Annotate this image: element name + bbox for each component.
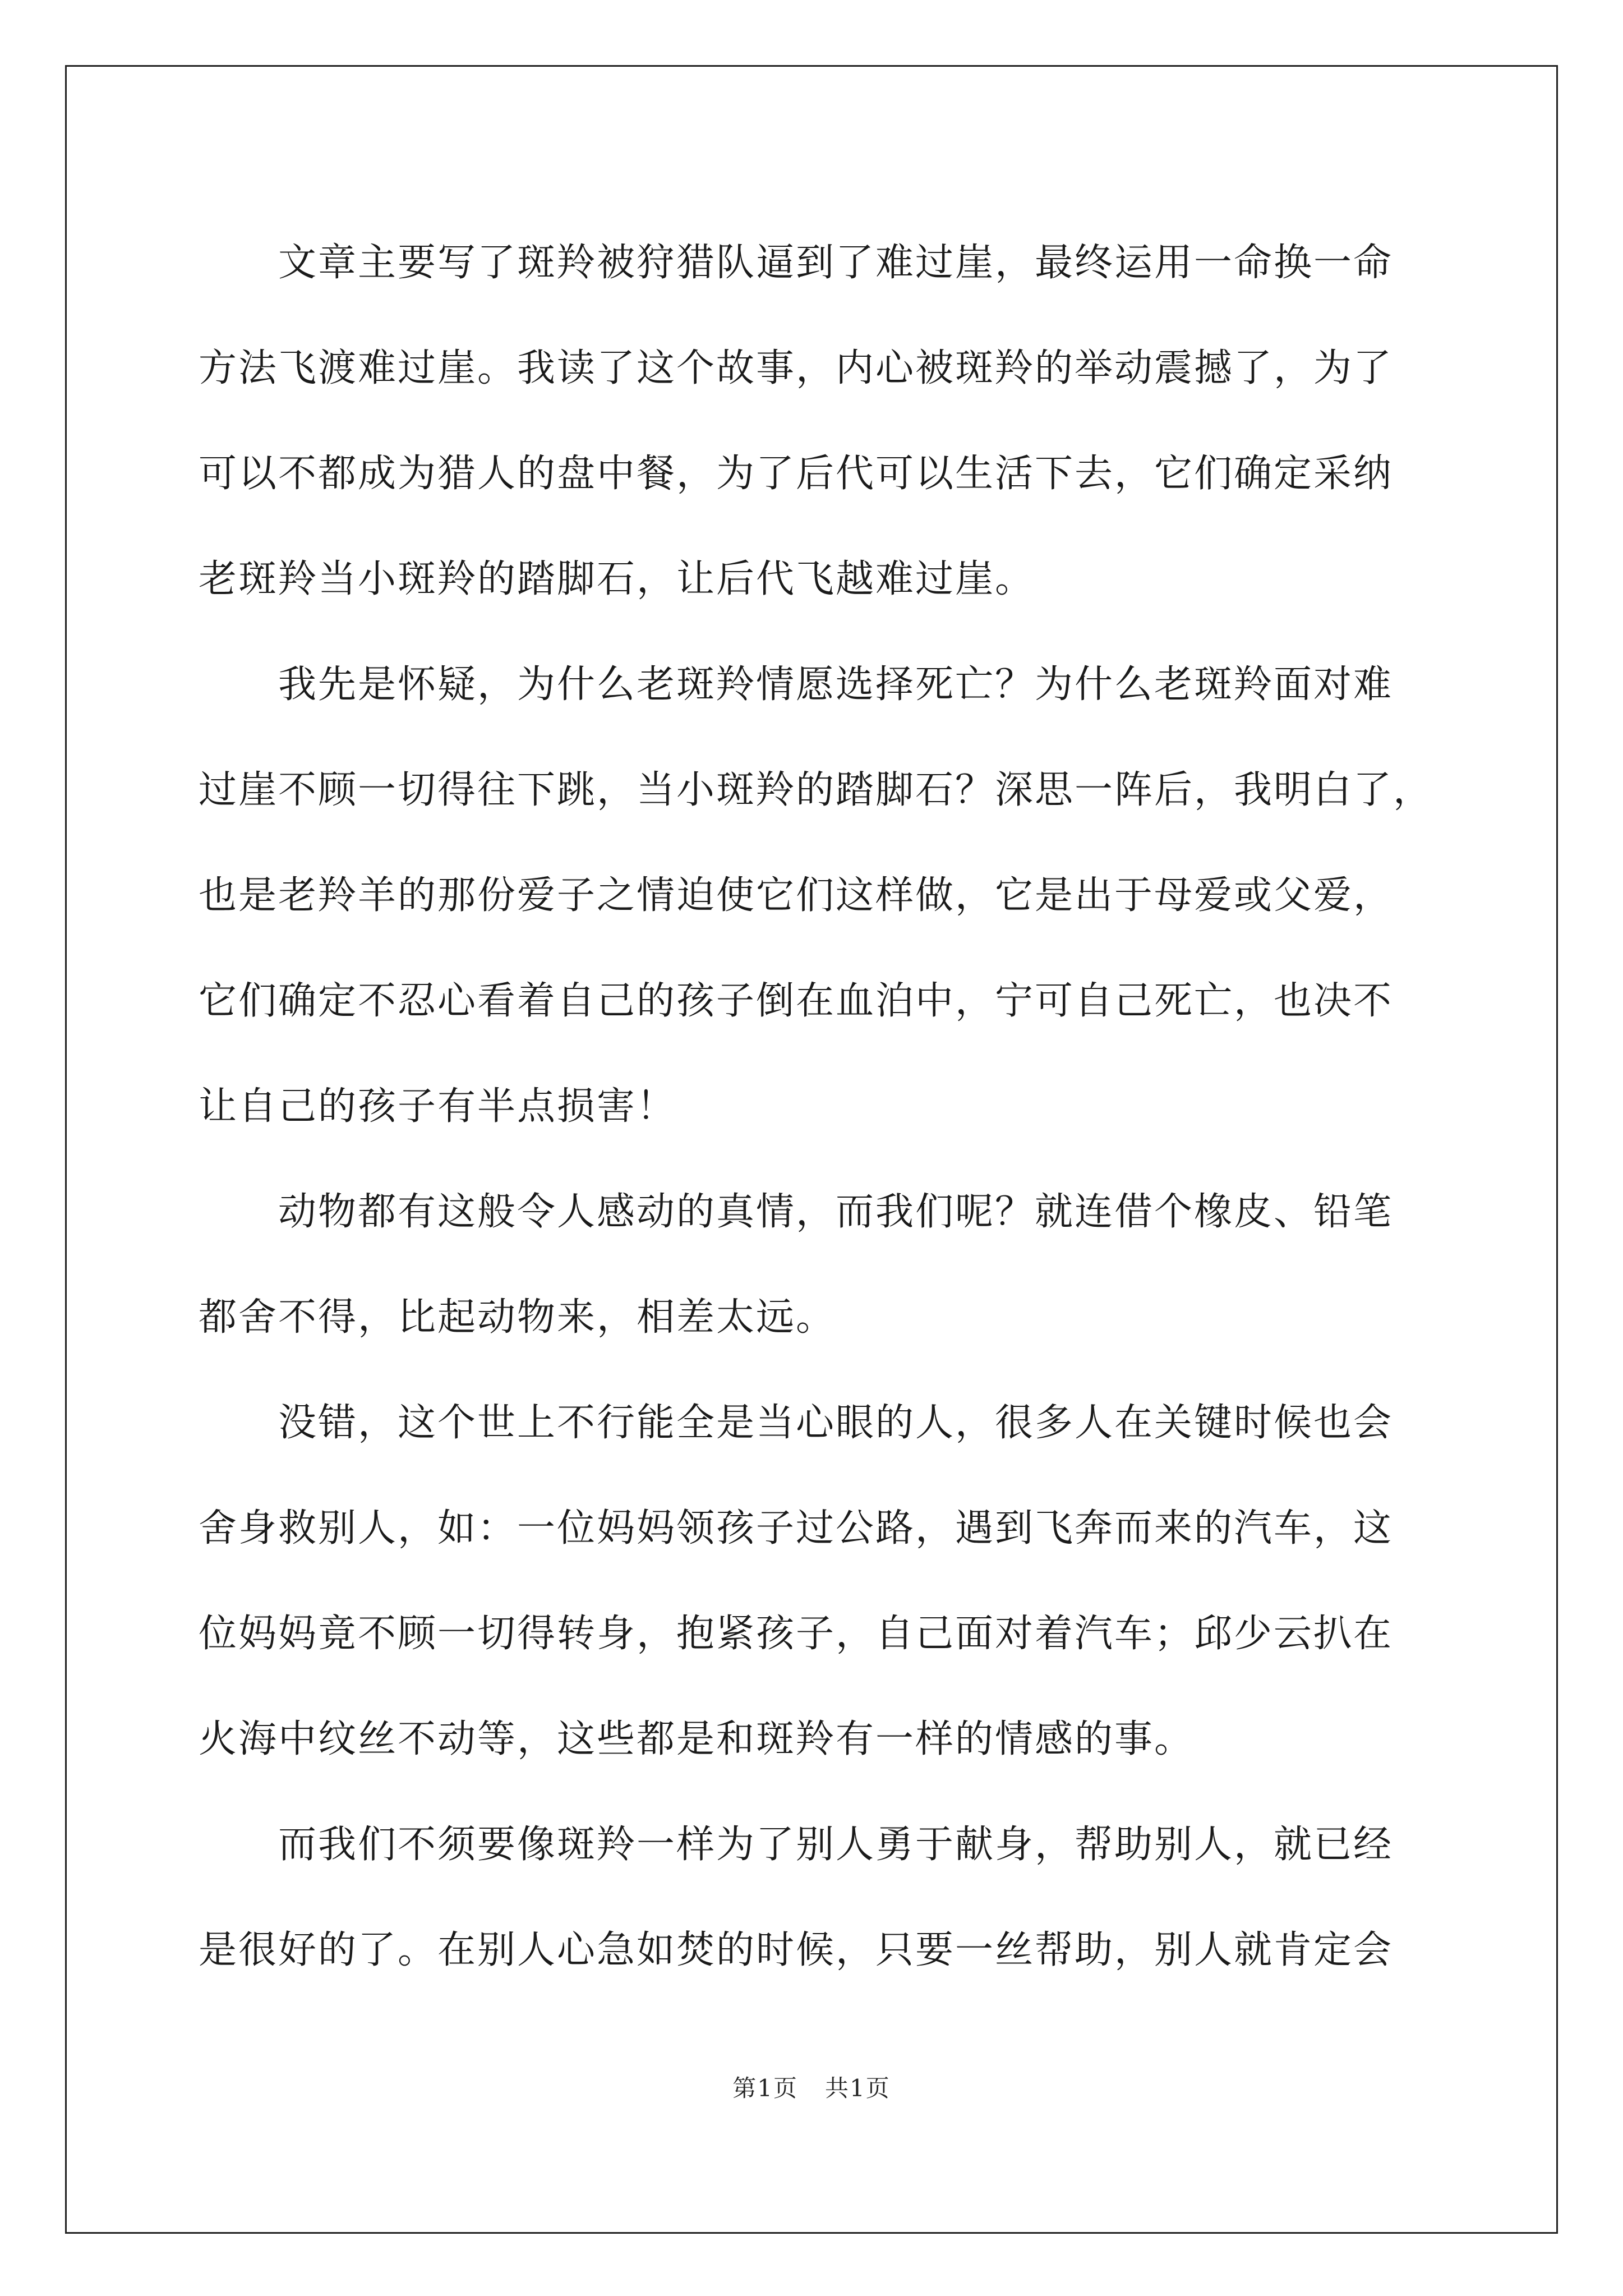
paragraph-4 <box>199 1370 1427 1792</box>
paragraph-line: 没错，这个世上不行能全是当心眼的人，很多人在关键时候也会 <box>278 1401 1394 1445</box>
paragraph-line: 是很好的了。在别人心急如焚的时候，只要一丝帮助，别人就肯定会 <box>199 1928 1394 1972</box>
paragraph-line: 方法飞渡难过崖。我读了这个故事，内心被斑羚的举动震撼了，为了 <box>199 346 1394 390</box>
paragraph-line: 位妈妈竟不顾一切得转身，抱紧孩子，自己面对着汽车；邱少云扒在 <box>199 1612 1394 1656</box>
paragraph-line: 可以不都成为猎人的盘中餐，为了后代可以生活下去，它们确定采纳 <box>199 452 1394 496</box>
paragraph-line: 我先是怀疑，为什么老斑羚情愿选择死亡？为什么老斑羚面对难 <box>278 662 1394 707</box>
paragraph-3 <box>199 1159 1427 1370</box>
paragraph-line: 文章主要写了斑羚被狩猎队逼到了难过崖，最终运用一命换一命 <box>278 241 1394 285</box>
page-number-total: 共1页 <box>825 2074 891 2102</box>
paragraph-line: 它们确定不忍心看着自己的孩子倒在血泊中，宁可自己死亡，也决不 <box>199 979 1394 1023</box>
paragraph-line: 让自己的孩子有半点损害！ <box>199 1084 677 1129</box>
paragraph-line: 也是老羚羊的那份爱子之情迫使它们这样做，它是出于母爱或父爱， <box>199 873 1394 918</box>
page-number-current: 第1页 <box>732 2074 798 2102</box>
paragraph-2 <box>199 632 1433 1159</box>
paragraph-line: 都舍不得，比起动物来，相差太远。 <box>199 1295 836 1340</box>
paragraph-line: 舍身救别人，如：一位妈妈领孩子过公路，遇到飞奔而来的汽车，这 <box>199 1506 1394 1550</box>
paragraph-line: 而我们不须要像斑羚一样为了别人勇于献身，帮助别人，就已经 <box>278 1823 1394 1867</box>
paragraph-line: 过崖不顾一切得往下跳，当小斑羚的踏脚石？深思一阵后，我明白了， <box>199 768 1433 812</box>
paragraph-1 <box>199 210 1427 632</box>
paragraph-line: 动物都有这般令人感动的真情，而我们呢？就连借个橡皮、铅笔 <box>278 1190 1394 1234</box>
paragraph-line: 火海中纹丝不动等，这些都是和斑羚有一样的情感的事。 <box>199 1717 1195 1761</box>
paragraph-5 <box>199 1792 1427 2003</box>
paragraph-line: 老斑羚当小斑羚的踏脚石，让后代飞越难过崖。 <box>199 557 1035 601</box>
page-footer <box>0 2070 1623 2104</box>
document-body <box>199 210 1433 2003</box>
